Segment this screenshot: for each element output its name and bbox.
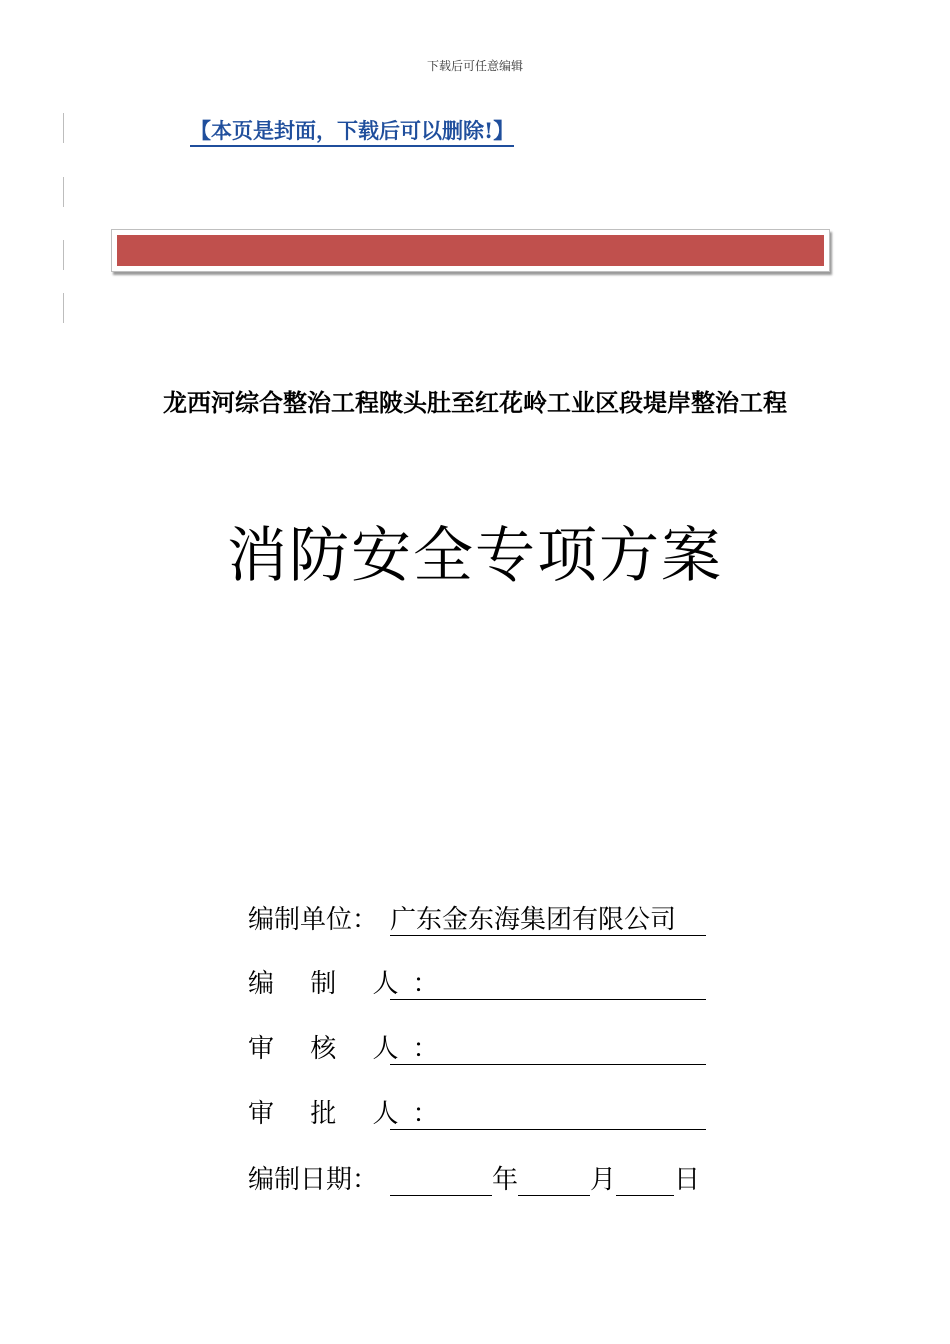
cover-delete-note[interactable]: 【本页是封面，下载后可以删除!】 (190, 118, 514, 147)
month-label: 月 (590, 1165, 617, 1195)
margin-mark (63, 240, 64, 270)
compiler-row (248, 966, 706, 1002)
day-label: 日 (674, 1165, 701, 1195)
decorative-banner (111, 229, 830, 272)
margin-mark (63, 293, 64, 323)
project-title: 龙西河综合整治工程陂头肚至红花岭工业区段堤岸整治工程 (163, 388, 787, 417)
margin-mark (63, 177, 64, 207)
document-title: 消防安全专项方案 (227, 521, 723, 591)
date-label: 编制日期： (248, 1165, 379, 1195)
date-row (248, 1162, 700, 1198)
compiling-unit-row (248, 902, 706, 938)
banner-fill (117, 235, 824, 266)
compiling-unit-label: 编制单位： (248, 905, 379, 935)
margin-mark (63, 113, 64, 143)
approver-row (248, 1096, 706, 1132)
approver-label: 审 批 人： (248, 1099, 453, 1129)
year-label: 年 (492, 1165, 519, 1195)
compiler-blank (390, 966, 706, 1000)
reviewer-row (248, 1031, 706, 1067)
reviewer-blank (390, 1031, 706, 1065)
approver-blank (390, 1096, 706, 1130)
year-blank (390, 1162, 492, 1196)
month-blank (518, 1162, 590, 1196)
day-blank (616, 1162, 674, 1196)
page-header-note: 下载后可任意编辑 (426, 59, 523, 73)
compiler-label: 编 制 人： (248, 969, 453, 999)
compiling-unit-value: 广东金东海集团有限公司 (390, 902, 706, 936)
reviewer-label: 审 核 人： (248, 1034, 453, 1064)
